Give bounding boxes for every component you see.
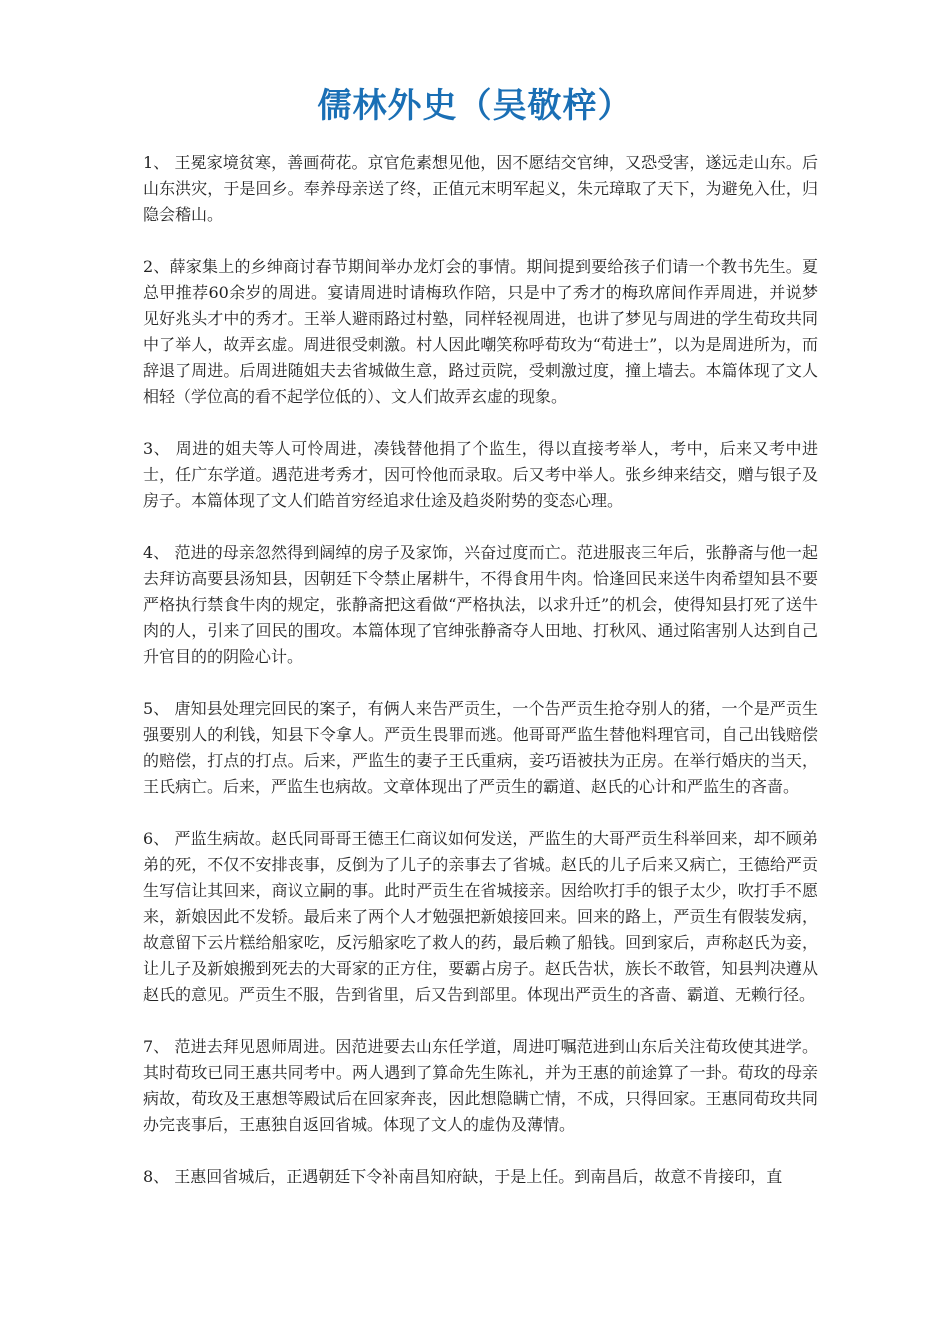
paragraph-1: 1、 王冕家境贫寒，善画荷花。京官危素想见他，因不愿结交官绅，又恐受害，遂远走山东。后山东洪灾，于是回乡。奉养母亲送了终，正值元末明军起义，朱元璋取了天下，为避免入仕，归隐会稽山。: [143, 153, 818, 224]
document-title: 儒林外史（吴敬梓）: [317, 86, 633, 126]
paragraph-4: 4、 范进的母亲忽然得到阔绰的房子及家饰，兴奋过度而亡。范进服丧三年后，张静斋与他一起去拜访高要县汤知县，因朝廷下令禁止屠耕牛，不得食用牛肉。恰逢回民来送牛肉希望知县不要严格执行禁食牛肉的规定，张静斋把这看做“严格执法，以求升迁”的机会，使得知县打死了送牛肉的人，引来了回民的围攻。本篇体现了官绅张静斋夺人田地、打秋风、通过陷害别人达到自己升官目的的阴险心计。: [143, 543, 818, 666]
paragraph-2: 2、薛家集上的乡绅商讨春节期间举办龙灯会的事情。期间提到要给孩子们请一个教书先生。夏总甲推荐60余岁的周进。宴请周进时请梅玖作陪，只是中了秀才的梅玖席间作弄周进，并说梦见好兆头才中的秀才。王举人避雨路过村塾，同样轻视周进，也讲了梦见与周进的学生荀玫共同中了举人，故弄玄虚。周进很受刺激。村人因此嘲笑称呼荀玫为“荀进士”，以为是周进所为，而辞退了周进。后周进随姐夫去省城做生意，路过贡院，受刺激过度，撞上墙去。本篇体现了文人相轻（学位高的看不起学位低的）、文人们故弄玄虚的现象。: [143, 257, 818, 406]
document-body: [143, 150, 818, 1216]
paragraph-5: 5、 唐知县处理完回民的案子，有俩人来告严贡生，一个告严贡生抢夺别人的猪，一个是严贡生强要别人的利钱，知县下令拿人。严贡生畏罪而逃。他哥哥严监生替他料理官司，自己出钱赔偿的赔偿，打点的打点。后来，严监生的妻子王氏重病，妾巧语被扶为正房。在举行婚庆的当天，王氏病亡。后来，严监生也病故。文章体现出了严贡生的霸道、赵氏的心计和严监生的吝啬。: [143, 699, 818, 796]
paragraph-6: 6、 严监生病故。赵氏同哥哥王德王仁商议如何发送，严监生的大哥严贡生科举回来，却不顾弟弟的死，不仅不安排丧事，反倒为了儿子的亲事去了省城。赵氏的儿子后来又病亡，王德给严贡生写信让其回来，商议立嗣的事。此时严贡生在省城接亲。因给吹打手的银子太少，吹打手不愿来，新娘因此不发轿。最后来了两个人才勉强把新娘接回来。回来的路上，严贡生有假装发病，故意留下云片糕给船家吃，反污船家吃了救人的药，最后赖了船钱。回到家后，声称赵氏为妾，让儿子及新娘搬到死去的大哥家的正方住，要霸占房子。赵氏告状，族长不敢管，知县判决遵从赵氏的意见。严贡生不服，告到省里，后又告到部里。体现出严贡生的吝啬、霸道、无赖行径。: [143, 829, 818, 1004]
paragraph-7: 7、 范进去拜见恩师周进。因范进要去山东任学道，周进叮嘱范进到山东后关注荀玫使其进学。其时荀玫已同王惠共同考中。两人遇到了算命先生陈礼，并为王惠的前途算了一卦。荀玫的母亲病故，荀玫及王惠想等殿试后在回家奔丧，因此想隐瞒亡情，不成，只得回家。王惠同荀玫共同办完丧事后，王惠独自返回省城。体现了文人的虚伪及薄情。: [143, 1037, 818, 1134]
paragraph-8: 8、 王惠回省城后，正遇朝廷下令补南昌知府缺，于是上任。到南昌后，故意不肯接印，直: [143, 1167, 783, 1186]
paragraph-3: 3、 周进的姐夫等人可怜周进，凑钱替他捐了个监生，得以直接考举人，考中，后来又考中进士，任广东学道。遇范进考秀才，因可怜他而录取。后又考中举人。张乡绅来结交，赠与银子及房子。本篇体现了文人们皓首穷经追求仕途及趋炎附势的变态心理。: [143, 439, 818, 510]
